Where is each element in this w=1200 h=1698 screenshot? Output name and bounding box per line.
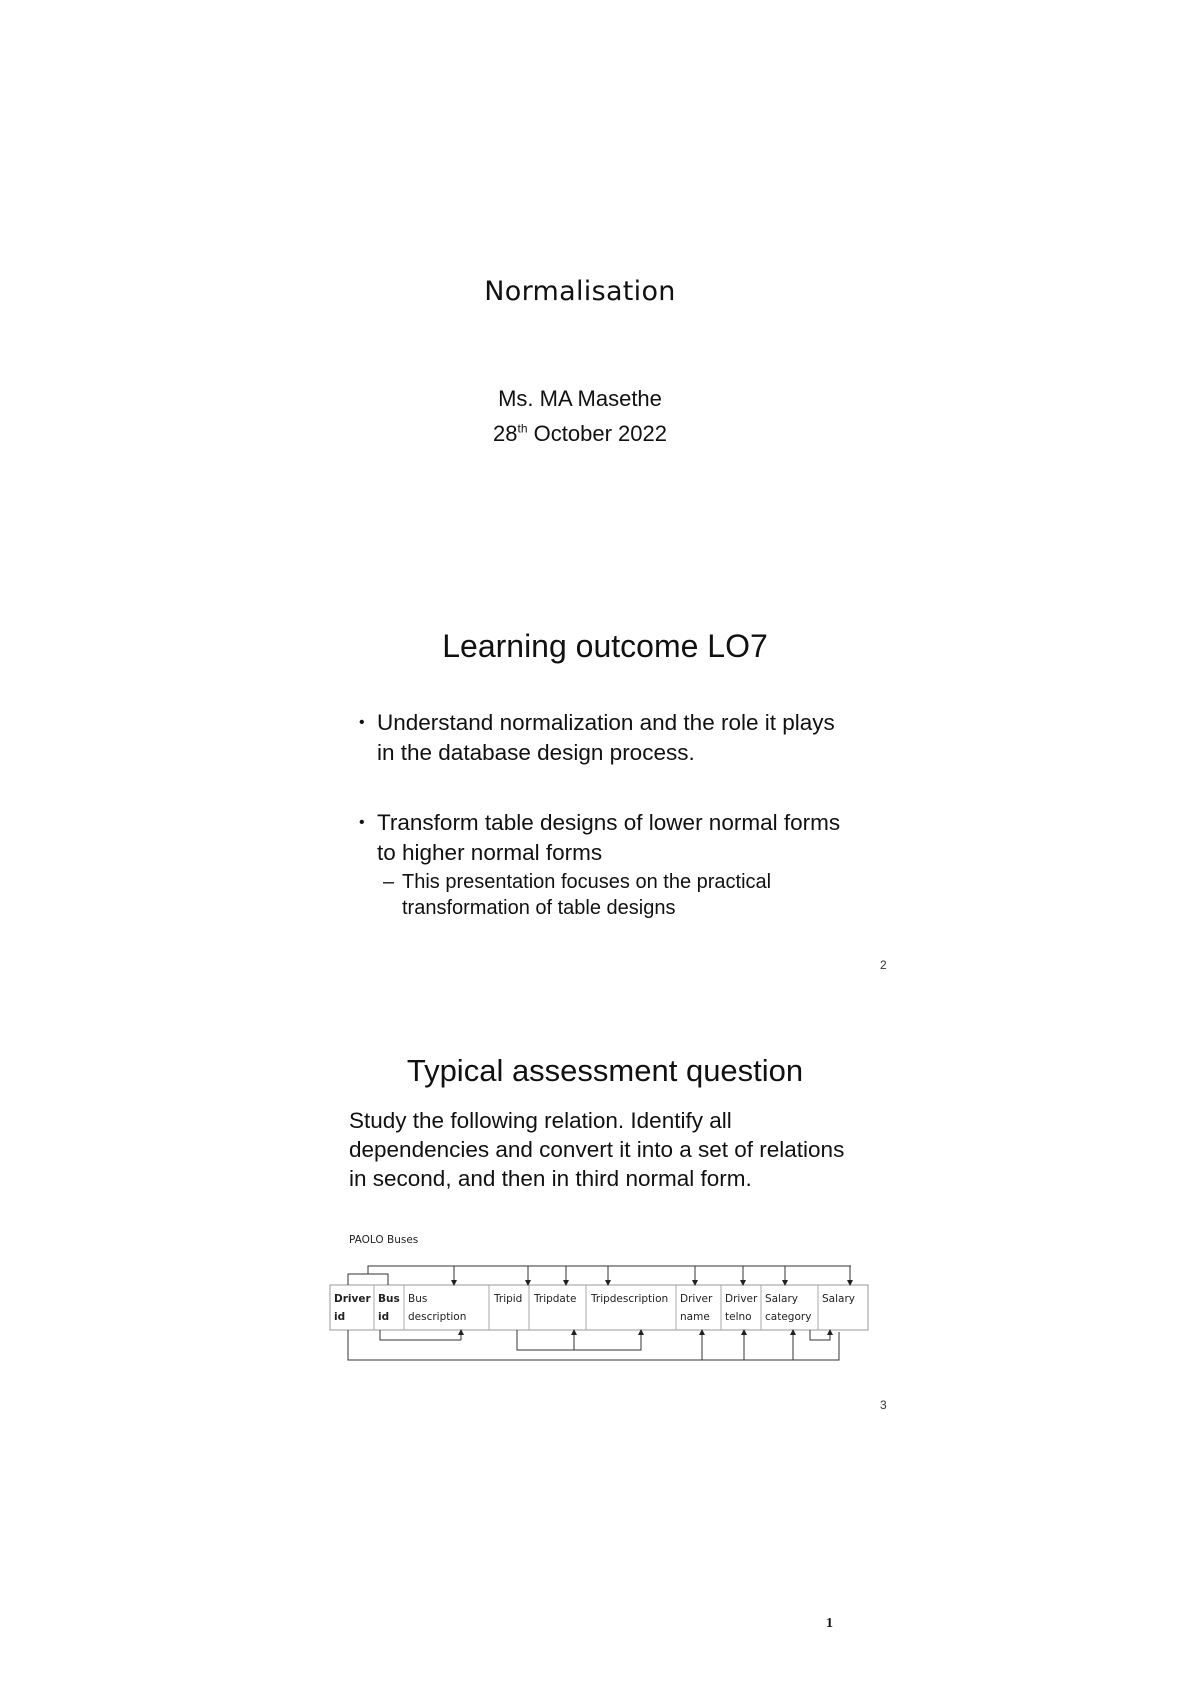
- slide3-page-number: 3: [880, 1398, 887, 1412]
- col-header-line1: Bus: [378, 1293, 400, 1305]
- col-header-line2: id: [378, 1311, 390, 1323]
- table-caption: PAOLO Buses: [349, 1234, 419, 1246]
- col-header-line1: Tripid: [494, 1293, 523, 1305]
- dash-icon: –: [383, 871, 395, 893]
- bus-dependency-line: [380, 1330, 461, 1340]
- slide2-page-number: 2: [880, 958, 887, 972]
- bullet-icon: •: [359, 714, 365, 731]
- driver-dependency-line: [348, 1330, 839, 1360]
- top-dependency-line: [348, 1266, 851, 1285]
- col-header-line2: telno: [725, 1311, 752, 1323]
- col-header-line1: Driver: [334, 1293, 371, 1305]
- bullet-icon: •: [359, 814, 365, 831]
- slide1-author: Ms. MA Masethe: [498, 386, 662, 411]
- bullet-text: Understand normalization and the role it plays in the database design process.: [377, 710, 835, 765]
- col-header-line2: category: [765, 1311, 812, 1323]
- col-header-line2: id: [334, 1311, 346, 1323]
- slide1-title: Normalisation: [484, 276, 676, 307]
- slide3-title: Typical assessment question: [406, 1053, 804, 1088]
- col-header-line1: Salary: [765, 1293, 798, 1305]
- col-header-line1: Bus: [408, 1293, 428, 1305]
- bullet-item: [359, 708, 847, 768]
- slide2-title: Learning outcome LO7: [442, 628, 768, 664]
- col-header-line1: Salary: [822, 1293, 855, 1305]
- dependency-diagram: [328, 1248, 878, 1378]
- page-footer-number: 1: [826, 1616, 833, 1631]
- sub-bullet-text: This presentation focuses on the practical transformation of table designs: [402, 871, 772, 919]
- sub-bullet-item: [383, 869, 852, 921]
- col-header-line1: Tripdate: [534, 1293, 577, 1305]
- salary-dependency-line: [810, 1330, 830, 1340]
- col-header-line1: Driver: [725, 1293, 758, 1305]
- relation-table-frame: [330, 1285, 868, 1330]
- trip-dependency-line: [517, 1330, 641, 1350]
- date-day: 28: [493, 421, 518, 446]
- slide1-date: [0, 421, 1160, 447]
- date-rest: October 2022: [527, 421, 667, 446]
- bullet-text: Transform table designs of lower normal forms to higher normal forms: [377, 810, 841, 865]
- col-header-line2: name: [680, 1311, 710, 1323]
- bullet-item: [359, 808, 847, 868]
- col-header-line1: Driver: [680, 1293, 713, 1305]
- slide3-body: Study the following relation. Identify all dependencies and convert it into a set of relations in second, and then in third normal form.: [349, 1108, 845, 1191]
- date-suffix: th: [517, 421, 528, 436]
- col-header-line1: Tripdescription: [591, 1293, 669, 1305]
- col-header-line2: description: [408, 1311, 467, 1323]
